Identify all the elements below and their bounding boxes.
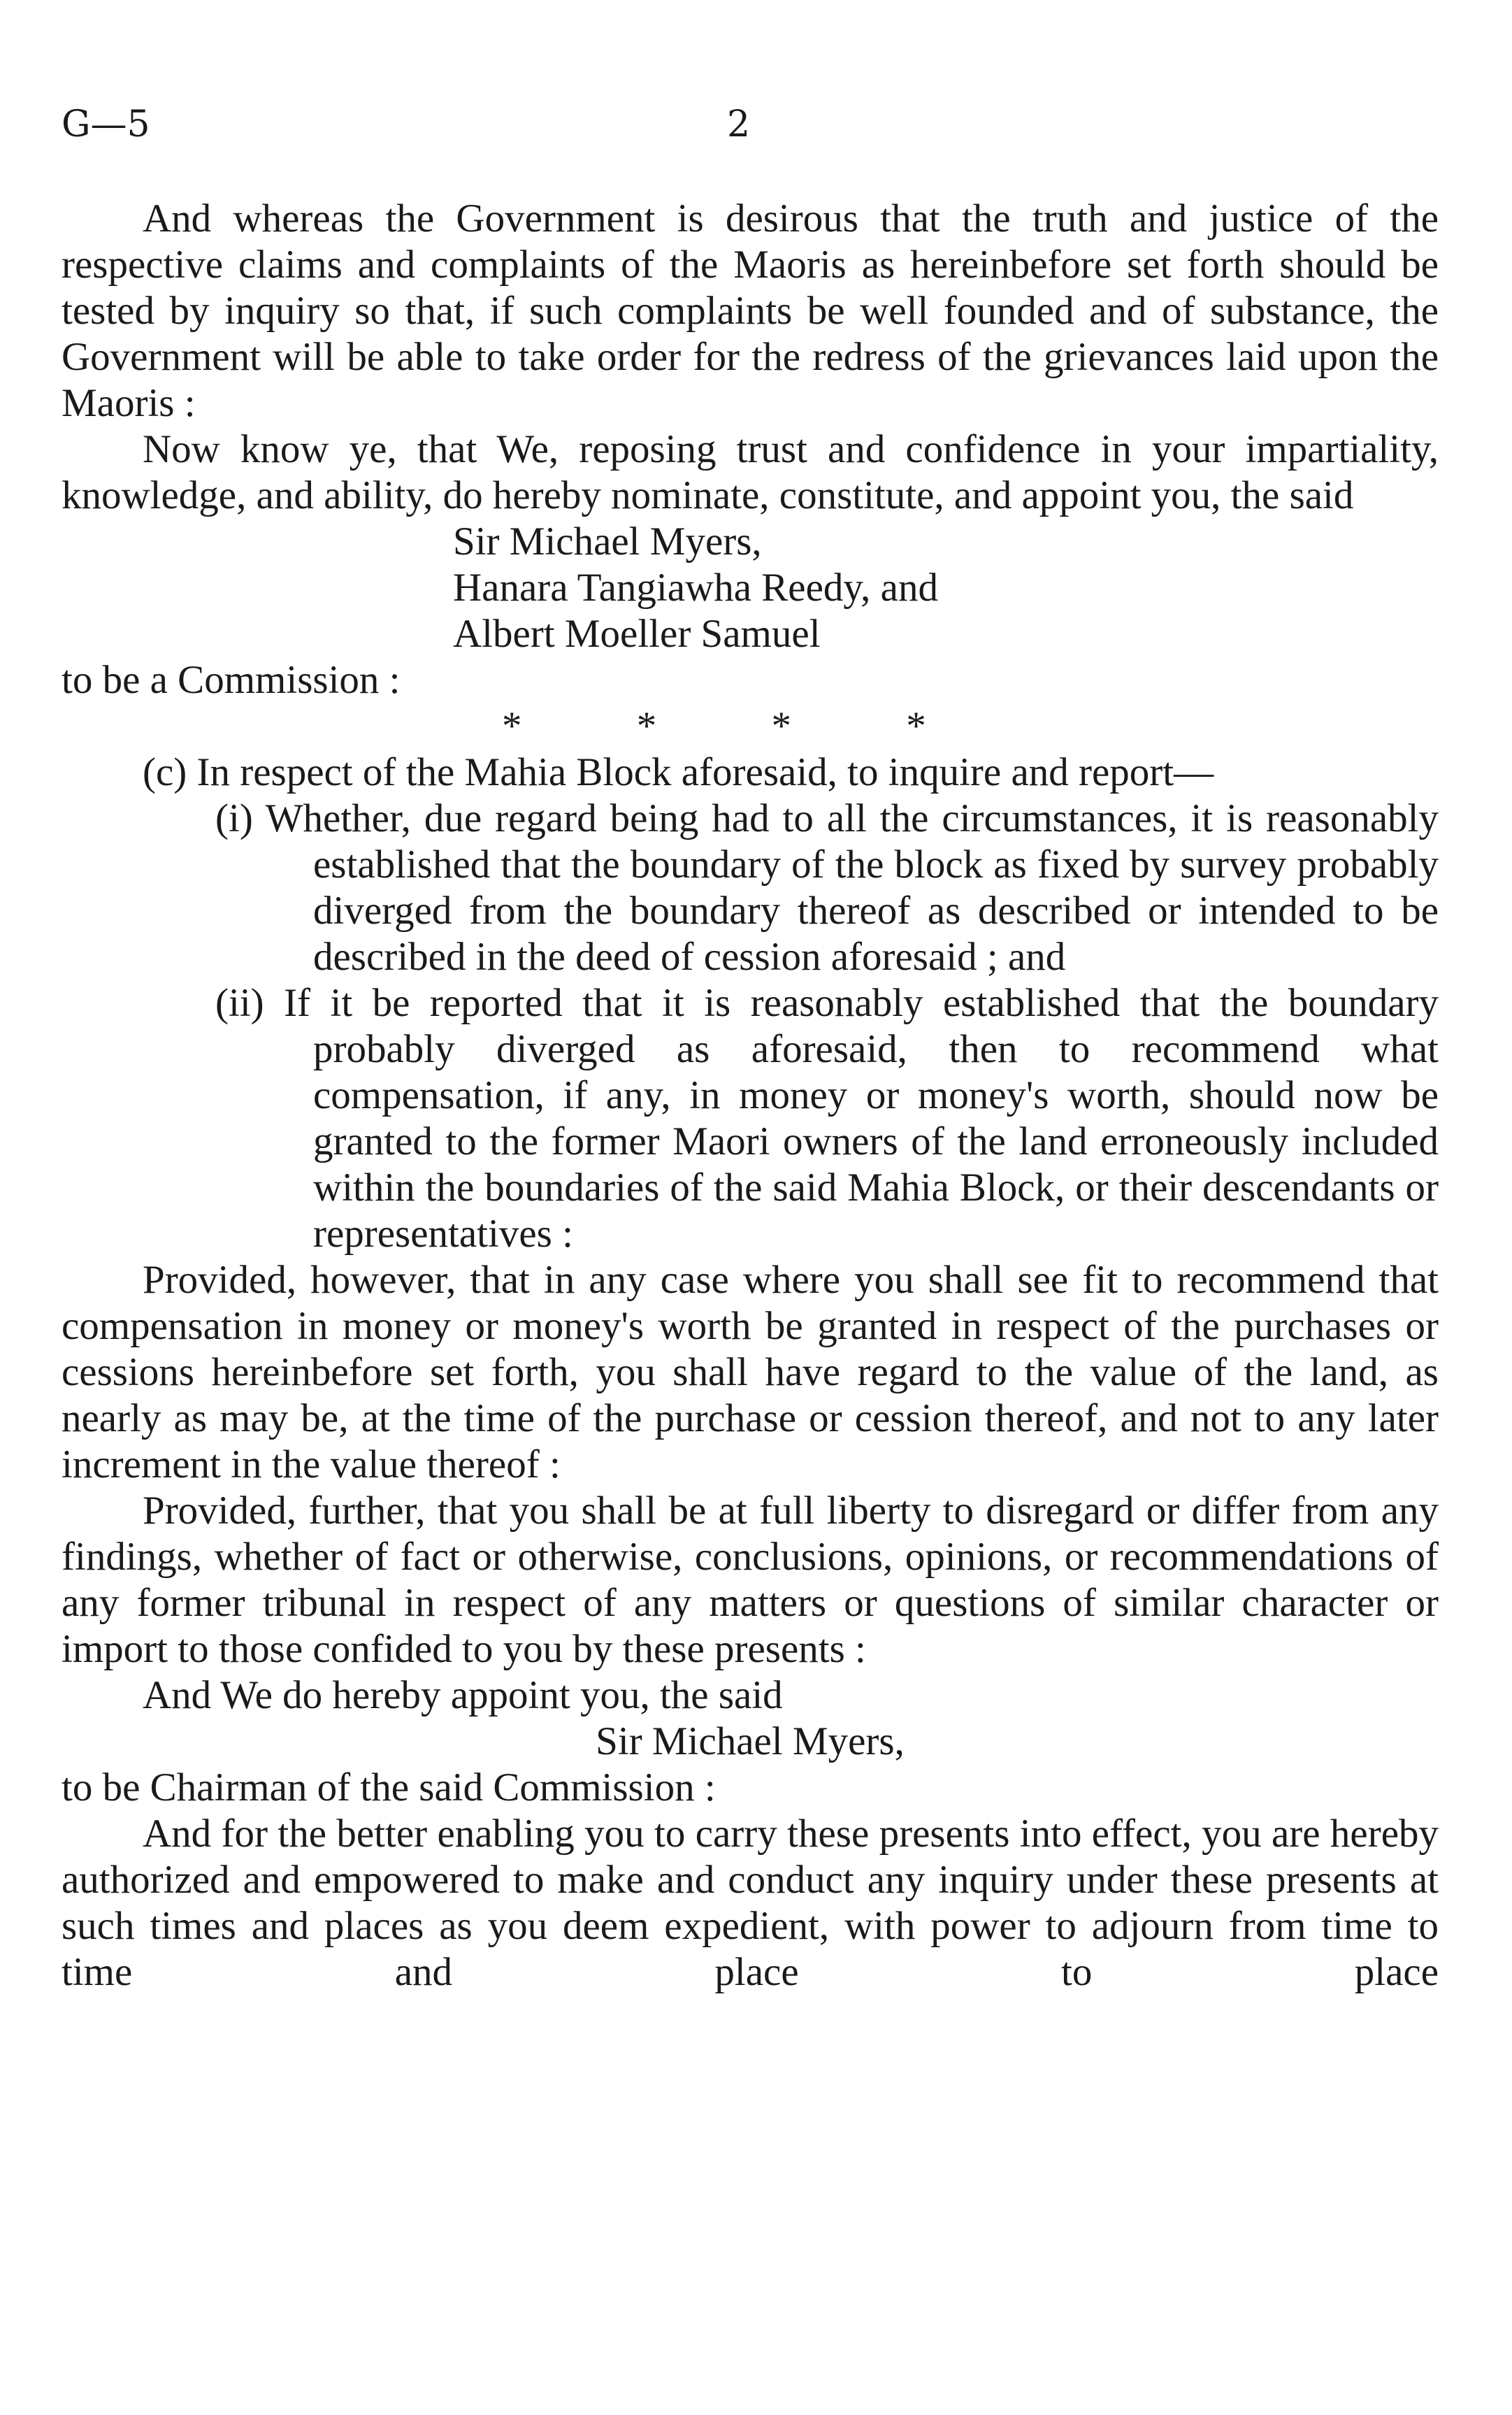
commission-line: to be a Commission : (62, 658, 401, 702)
proviso-further: Provided, further, that you shall be at full liberty to disregard or differ from any findings, whether of fact or otherwise, conclusions, opinions, or recommendations of any former tribunal in respect of any matters or questions of similar character or import to those confided to you by these presents : (62, 1489, 1439, 1671)
commissioner-name: Hanara Tangiawha Reedy, and (453, 566, 938, 610)
clause-c-i: (i) Whether, due regard being had to all the circumstances, it is reasonably established that the boundary of the block as fixed by survey probably diverged from the boundary thereof as described or intended to be described in the deed of cession aforesaid ; and (215, 796, 1439, 979)
document-body (62, 196, 1439, 1995)
commissioner-name: Sir Michael Myers, (453, 519, 762, 564)
commissioner-name: Albert Moeller Samuel (453, 612, 821, 656)
proviso-however: Provided, however, that in any case where you shall see fit to recommend that compensation in money or money's worth be granted in respect of the purchases or cessions hereinbefore set forth, you shall have regard to the value of the land, as nearly as may be, at the time of the purchase or cession thereof, and not to any later increment in the value thereof : (62, 1258, 1439, 1486)
document-reference: G—5 (62, 103, 150, 145)
paragraph-better-enabling: And for the better enabling you to carry these presents into effect, you are hereby authorized and empowered to make and conduct any inquiry under these presents at such times and places as you deem expedient, with power to adjourn from time to time and place to place (62, 1812, 1439, 1994)
page-number: 2 (727, 103, 751, 145)
chairman-line: to be Chairman of the said Commission : (62, 1765, 716, 1810)
commissioner-names (62, 519, 1439, 657)
clause-c-ii: (ii) If it be reported that it is reasonably established that the boundary probably diverged as aforesaid, then to recommend what compensation, if any, in money or money's worth, should now be granted to the former Maori owners of the land erroneously included within the boundaries of the said Mahia Block, or their descendants or representatives : (215, 981, 1439, 1256)
appoint-line: And We do hereby appoint you, the said (143, 1673, 783, 1717)
paragraph-whereas: And whereas the Government is desirous that the truth and justice of the respective claims and complaints of the Maoris as hereinbefore set forth should be tested by inquiry so that, if such complaints be well founded and of substance, the Government will be able to take order for the redress of the grievances laid upon the Maoris : (62, 196, 1439, 425)
clause-c: (c) In respect of the Mahia Block aforesaid, to inquire and report— (143, 750, 1214, 794)
chairman-name: Sir Michael Myers, (596, 1719, 905, 1763)
omission-stars: * * * * (502, 704, 926, 748)
paragraph-now-know-ye: Now know ye, that We, reposing trust and confidence in your impartiality, knowledge, and ability, do hereby nominate, constitute, and appoint you, the said (62, 427, 1439, 517)
